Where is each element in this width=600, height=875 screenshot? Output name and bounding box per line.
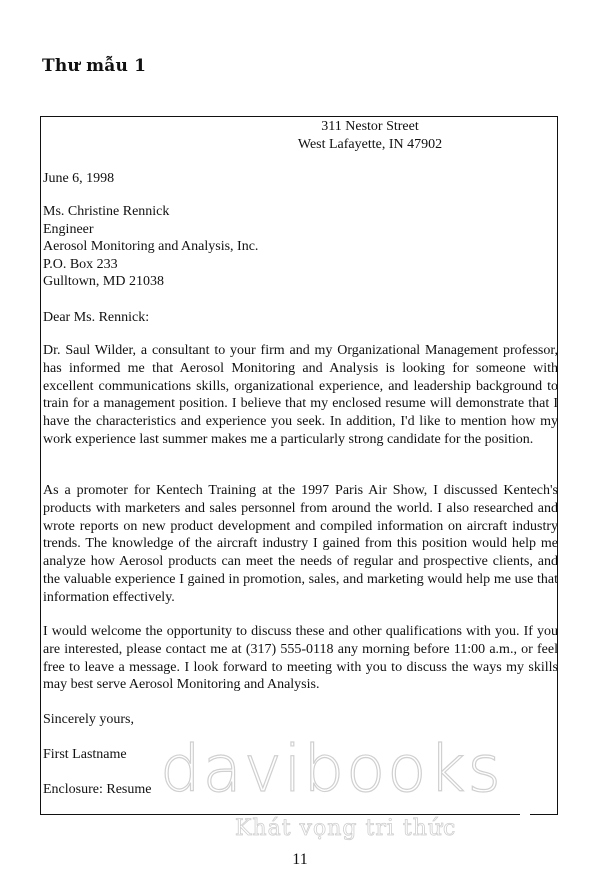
recipient-title: Engineer <box>43 221 94 237</box>
recipient-company: Aerosol Monitoring and Analysis, Inc. <box>43 239 259 254</box>
enclosure-note: Enclosure: Resume <box>43 782 152 797</box>
body-paragraph-1: Dr. Saul Wilder, a consultant to your firm and my Organizational Management professor, has informed me that Aerosol Monitoring and Analysis is looking for someone with excellent communications skills, organizational experience, and leadership background to train for a management position. I believe that my enclosed resume will demonstrate that I have the characteristics and experience you seek. In addition, I'd like to mention how my work experience last summer makes me a particularly strong candidate for the position. <box>43 343 558 447</box>
body-paragraph-3: I would welcome the opportunity to discuss these and other qualifications with you. If you are interested, please contact me at (317) 555-0118 any morning before 11:00 a.m., or feel free to leave a message. I look forward to meeting with you to discuss the ways my skills may best serve Aerosol Monitoring and Analysis. <box>43 624 558 693</box>
closing: Sincerely yours, <box>43 712 134 727</box>
page-number: 11 <box>292 851 308 868</box>
recipient-name: Ms. Christine Rennick <box>43 204 170 219</box>
body-paragraph-2: As a promoter for Kentech Training at the 1997 Paris Air Show, I discussed Kentech's products with marketers and sales personnel from around the world. I also researched and wrote reports on new product development and compiled information on aircraft industry trends. The knowledge of the aircraft industry I gained from this position would help me analyze how Aerosol products can meet the needs of regular and prospective clients, and the valuable experience I gained in promotion, sales, and marketing would help me use that information effectively. <box>43 483 558 605</box>
letter-date: June 6, 1998 <box>43 171 115 186</box>
salutation: Dear Ms. Rennick: <box>43 310 150 325</box>
sender-address <box>270 118 470 153</box>
recipient-address <box>43 203 258 291</box>
letter-frame-gap <box>520 813 530 817</box>
page-heading: Thư mẫu 1 <box>42 56 147 76</box>
watermark-logo: davibooks <box>160 733 503 807</box>
recipient-po-box: P.O. Box 233 <box>43 256 118 272</box>
signature: First Lastname <box>43 747 127 762</box>
watermark-tagline: Khát vọng tri thức <box>235 816 457 841</box>
sender-street: 311 Nestor Street <box>321 119 419 134</box>
recipient-city-line: Gulltown, MD 21038 <box>43 274 164 289</box>
sender-city-line: West Lafayette, IN 47902 <box>297 136 443 152</box>
